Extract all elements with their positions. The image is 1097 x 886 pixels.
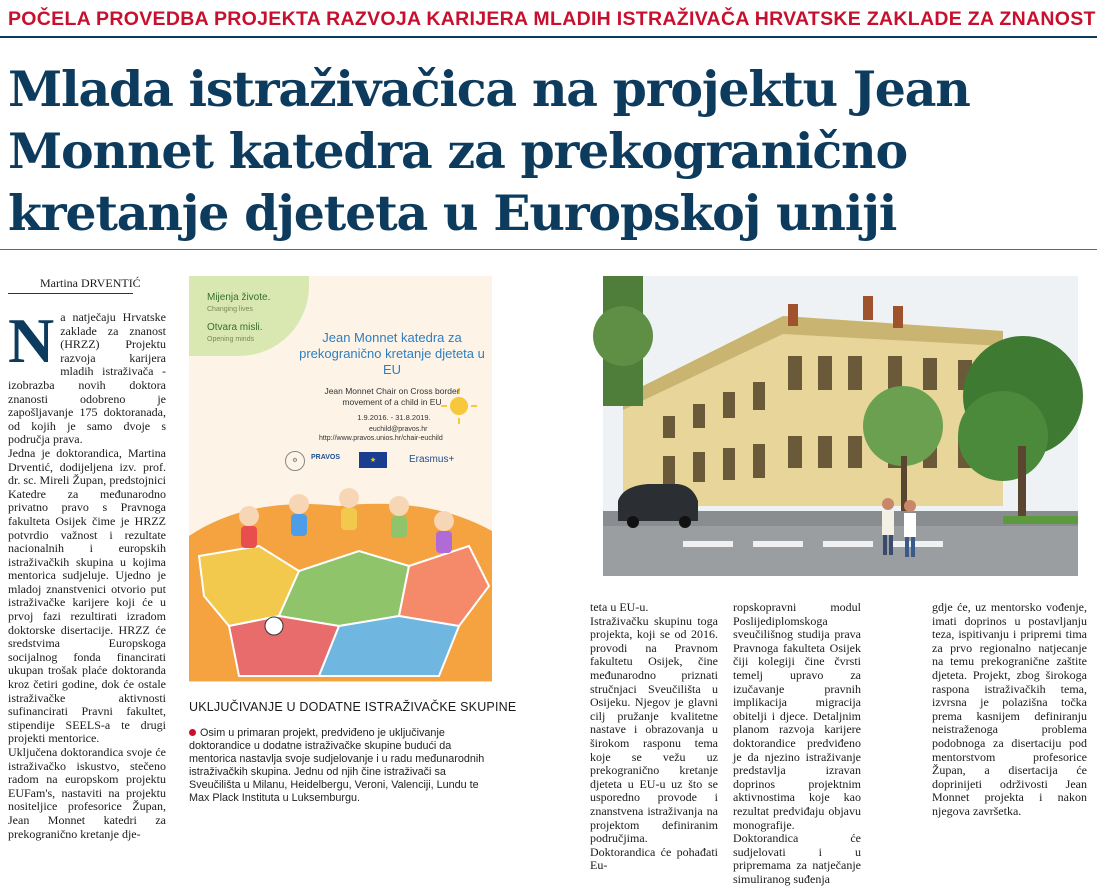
article-column-3 <box>733 600 861 886</box>
drop-cap: N <box>8 305 55 376</box>
red-bullet-icon <box>189 729 196 736</box>
paragraph: gdje će, uz mentorsko vođenje, imati doprinos u postavljanju teza, ispitivanju i pripremi tima za prvo regionalno natjecanje na temu prekogranične zaštite djeteta. Projekt, zbog širokoga raspona istraživačkih tema, izvrsna je polazišna točka prema kasnijem definiranju neistraženoga problema podobnoga za disertaciju pod mentorstvom profesorice Župan, a disertacija će doprinijeti održivosti Jean Monnet projekta i nakon njegova završetka. <box>932 600 1087 818</box>
faculty-building-photo <box>603 276 1078 576</box>
poster-email: euchild@pravos.hr <box>369 426 428 433</box>
pravos-logo: PRAVOS <box>311 454 341 461</box>
paragraph: teta u EU-u. <box>590 600 649 614</box>
poster-subtitle: Jean Monnet Chair on Cross border movement of a child in EU <box>324 386 460 407</box>
poster-dates: 1.9.2016. - 31.8.2019. <box>357 413 431 422</box>
children-map-illustration <box>189 476 492 681</box>
paragraph: Uključena doktorandica svoje će istraživačko iskustvo, stečeno radom na europskom projektu EUFam's, nastaviti na projektu nositeljice profesorice Župan, Jean Monnet katedri za prekogranično kretanje dje- <box>8 745 166 841</box>
paragraph: ropskopravni modul Poslijediplomskoga sveučilišnog studija prava Pravnoga fakulteta Osijek čiji kolegiji čine čvrsti temelj upravo za izučavanje pravnih implikacija migracija obitelji i djece. Detaljnim planom razvoja karijere doktorandice predviđeno je da njezino istraživanje predstavlja izravan doprinos projektnim aktivnostima koje kao rezultat predviđaju objavu monografije. Doktorandica će sudjelovati i u pripremama za natječanje simuliranog suđenja <box>733 600 861 886</box>
paragraph: Doktorandica će pohađati Eu- <box>590 844 718 873</box>
poster-slogan-1: Mijenja živote. <box>207 292 271 303</box>
poster-slogan-2-en: Opening minds <box>207 336 255 343</box>
section-divider <box>0 249 1097 250</box>
university-seal-icon: ⚙ <box>285 451 305 471</box>
paragraph: Istraživačku skupinu toga projekta, koji se od 2016. provodi na Pravnom fakultetu Osijek, čine međunarodno priznati stručnjaci Sveučilišta u Osijeku. Njegov je glavni cilj pružanje kvalitetne nastave i obrazovanja u širokom rasponu tema koje se vežu uz prekogranično kretanje djeteta u EU-u uz što se usporedno provode i znanstvena istraživanja na projektom definiranim područjima. <box>590 613 718 846</box>
poster-slogan-2: Otvara misli. <box>207 322 263 333</box>
poster-url: http://www.pravos.unios.hr/chair-euchild <box>319 435 443 442</box>
sidebar-box-title: UKLJUČIVANJE U DODATNE ISTRAŽIVAČKE SKUPINE <box>189 700 517 714</box>
project-poster-image <box>189 276 492 682</box>
eu-flag-icon: ★ <box>359 452 387 468</box>
poster-green-corner <box>189 276 309 356</box>
erasmus-logo: Erasmus+ <box>409 454 455 465</box>
poster-title: Jean Monnet katedra za prekogranično kretanje djeteta u EU <box>299 330 485 377</box>
sidebar-box-paragraph: Osim u primaran projekt, predviđeno je uključivanje doktorandice u dodatne istraživačke skupine budući da mentorica nastavlja svoje sudjelovanje i u radu međunarodnih istraživačkih skupina. Jednu od njih čine istraživači sa Sveučilišta u Milanu, Heidelbergu, Veroni, Valenciji, Lundu te Max Plack Instituta u Luksemburgu. <box>189 727 485 804</box>
sidebar-box-text <box>189 727 489 805</box>
author-byline: Martina DRVENTIĆ <box>40 276 141 290</box>
paragraph: Jedna je doktorandica, Martina Drventić, dodijeljena izv. prof. dr. sc. Mireli Župan, predstojnici Katedre za međunarodno privatno pravo s Pravnoga fakulteta Osijek čime je HRZZ potvrdio važnost i rezultate nacionalnih i europskih istraživačkih skupina u kojima mentorica sudjeluje. Ujedno je mladoj znanstvenici otvorio put istraživačke karijere koji će u prvoj fazi rezultirati izradom doktorske disertacije. HRZZ će sredstvima Europskoga socijalnog fonda financirati ukupan trošak plaće doktoranda kroz četiri godine, dok će ostale istraživačke aktivnosti sufinancirati Pravni fakultet, stipendije SEELS-a te drugi projekti mentorice. <box>8 445 166 746</box>
article-column-1 <box>8 305 166 841</box>
byline-rule <box>8 293 133 294</box>
poster-slogan-1-en: Changing lives <box>207 306 253 313</box>
article-headline: Mlada istraživačica na projektu Jean Monnet katedra za prekogranično kretanje djeteta u Europskoj uniji <box>8 60 970 242</box>
article-column-2 <box>590 600 718 873</box>
paragraph-intro: a natječaju Hrvatske zaklade za znanost (HRZZ) Projektu razvoja karijera mladih istraživača - izobrazba novih doktora znanosti odobreno je zapošljavanje 175 doktoranada, od kojih je samo dvoje s područja prava. <box>8 310 166 447</box>
top-rule <box>0 36 1097 38</box>
poster-logo-strip <box>281 450 481 472</box>
kicker-headline: POČELA PROVEDBA PROJEKTA RAZVOJA KARIJERA MLADIH ISTRAŽIVAČA HRVATSKE ZAKLADE ZA ZNANOST <box>8 8 1096 30</box>
article-column-4 <box>932 600 1087 818</box>
